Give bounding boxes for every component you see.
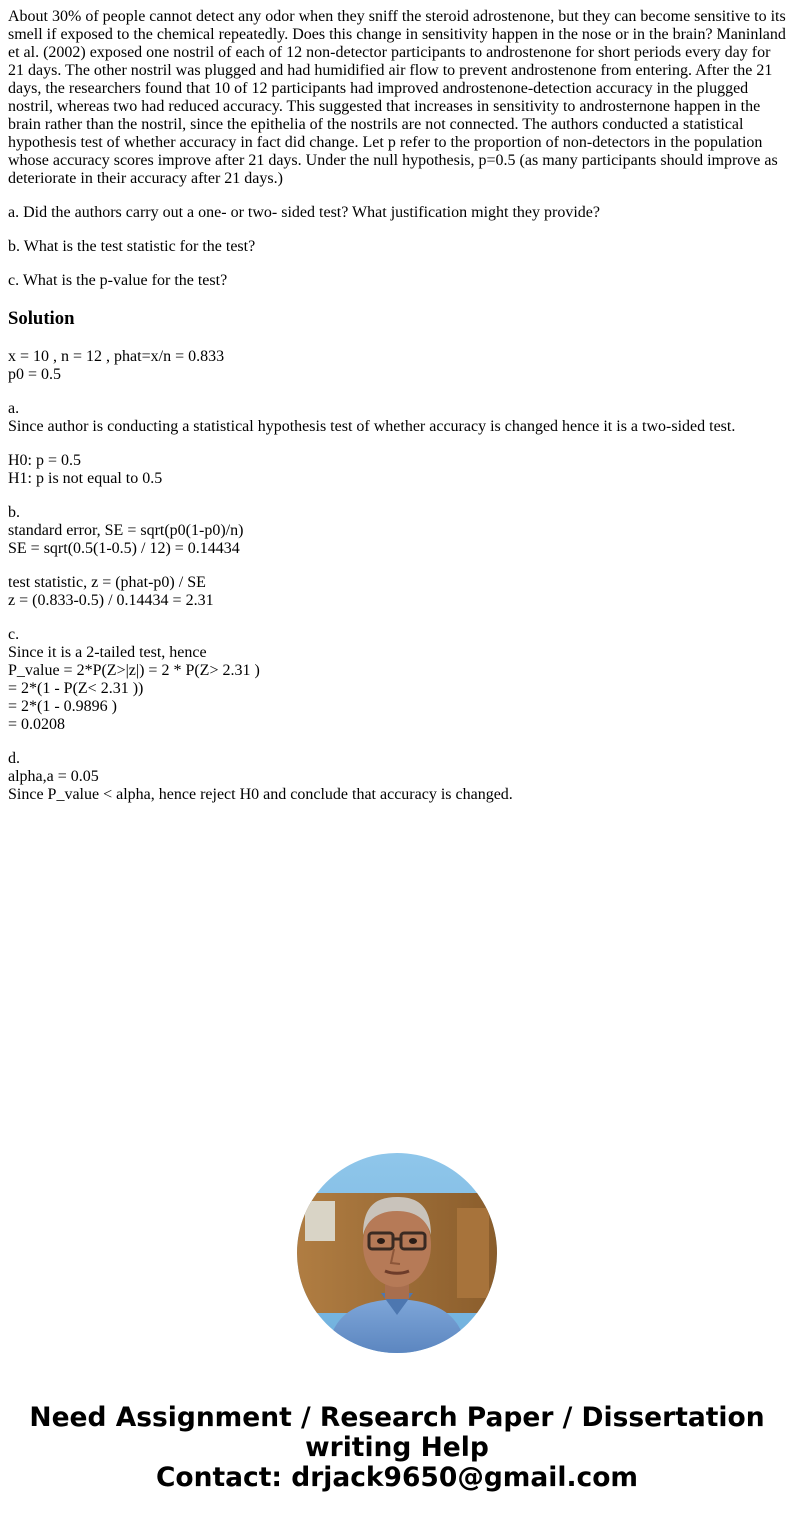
solution-part-d <box>8 750 788 804</box>
solution-line: x = 10 , n = 12 , phat=x/n = 0.833 <box>8 348 225 365</box>
solution-part-c <box>8 626 788 734</box>
solution-line: c. <box>8 626 20 643</box>
solution-line: test statistic, z = (phat-p0) / SE <box>8 574 206 591</box>
solution-line: Since it is a 2-tailed test, hence <box>8 644 207 661</box>
solution-line: alpha,a = 0.05 <box>8 768 99 785</box>
solution-line: = 2*(1 - 0.9896 ) <box>8 698 118 715</box>
ad-line-1: Need Assignment / Research Paper / Dissertation <box>29 1402 765 1433</box>
solution-part-b <box>8 504 788 558</box>
solution-line: d. <box>8 750 20 767</box>
document-body <box>8 8 788 820</box>
solution-line: z = (0.833-0.5) / 0.14434 = 2.31 <box>8 592 214 609</box>
author-portrait-image <box>297 1153 497 1353</box>
solution-line: H0: p = 0.5 <box>8 452 82 469</box>
solution-part-a <box>8 400 788 436</box>
question-intro: About 30% of people cannot detect any odor when they sniff the steroid adrostenone, but they can become sensitive to its smell if exposed to the chemical repeatedly. Does this change in sensitivity happen in the nose or in the brain? Maninland et al. (2002) exposed one nostril of each of 12 non-detector participants to androstenone for short periods every day for 21 days. The other nostril was plugged and had humidified air flow to prevent androstenone from entering. After the 21 days, the researchers found that 10 of 12 participants had improved androstenone-detection accuracy in the plugged nostril, whereas two had reduced accuracy. This suggested that increases in sensitivity to androsternone happen in the brain rather than the nostril, since the epithelia of the nostrils are not connected. The authors conducted a statistical hypothesis test of whether accuracy in fact did change. Let p refer to the proportion of non-detectors in the population whose accuracy scores improve after 21 days. Under the null hypothesis, p=0.5 (as many participants should improve as deteriorate in their accuracy after 21 days.) <box>8 8 786 187</box>
solution-line: Since P_value < alpha, hence reject H0 and conclude that accuracy is changed. <box>8 786 513 803</box>
question-part-a: a. Did the authors carry out a one- or two- sided test? What justification might they provide? <box>8 204 600 221</box>
solution-givens <box>8 348 788 384</box>
solution-line: Since author is conducting a statistical hypothesis test of whether accuracy is changed hence it is a two-sided test. <box>8 418 736 435</box>
solution-line: p0 = 0.5 <box>8 366 62 383</box>
question-part-c: c. What is the p-value for the test? <box>8 272 228 289</box>
ad-line-2: writing Help <box>305 1432 489 1463</box>
question-part-b: b. What is the test statistic for the test? <box>8 238 256 255</box>
solution-test-statistic <box>8 574 788 610</box>
ad-contact-line: Contact: drjack9650@gmail.com <box>155 1462 639 1493</box>
solution-hypotheses <box>8 452 788 488</box>
ad-banner <box>0 1403 794 1493</box>
solution-line: standard error, SE = sqrt(p0(1-p0)/n) <box>8 522 244 539</box>
author-avatar <box>297 1153 497 1353</box>
solution-line: b. <box>8 504 20 521</box>
solution-heading: Solution <box>8 308 75 329</box>
solution-line: SE = sqrt(0.5(1-0.5) / 12) = 0.14434 <box>8 540 240 557</box>
solution-line: P_value = 2*P(Z>|z|) = 2 * P(Z> 2.31 ) <box>8 662 260 679</box>
solution-line: H1: p is not equal to 0.5 <box>8 470 163 487</box>
solution-line: = 0.0208 <box>8 716 66 733</box>
solution-line: a. <box>8 400 20 417</box>
solution-line: = 2*(1 - P(Z< 2.31 )) <box>8 680 144 697</box>
